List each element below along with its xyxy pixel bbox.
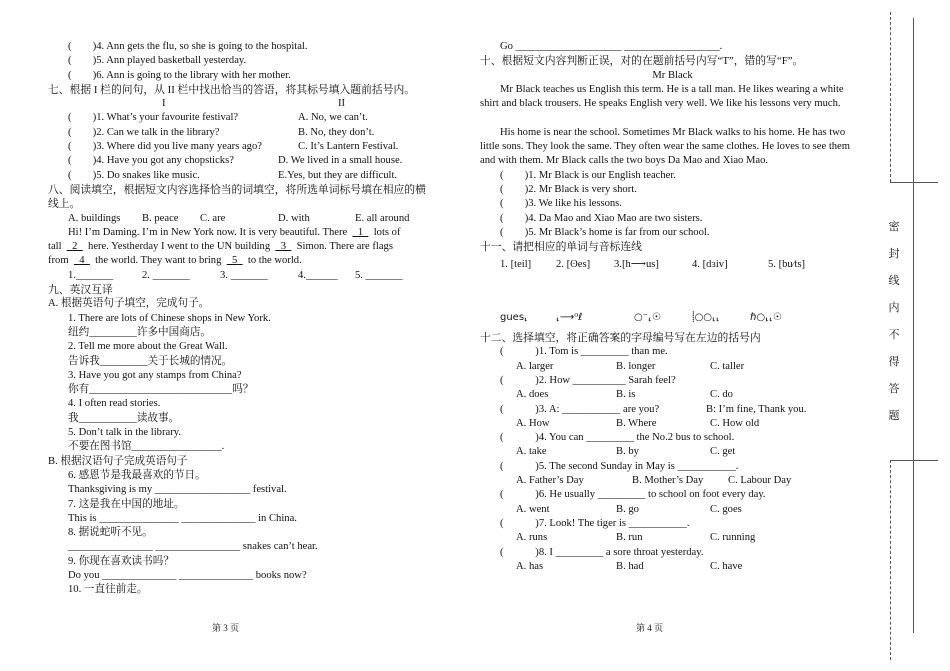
translation-en: 2. Tell me more about the Great Wall. bbox=[68, 341, 228, 353]
q7-item: ( )5. Ann played basketball yesterday. bbox=[68, 55, 247, 67]
seal-char: 封 bbox=[888, 247, 900, 260]
q7-item: ( )6. Ann is going to the library with her mother. bbox=[68, 69, 291, 81]
word-item: ⸽○○⸤⸤ bbox=[692, 311, 720, 323]
mc-options bbox=[480, 388, 865, 402]
mc-options bbox=[480, 445, 865, 459]
translation-cn: 告诉我_________关于长城的情况。 bbox=[68, 355, 233, 367]
cloze-blank bbox=[74, 255, 90, 266]
mc-option: C. running bbox=[710, 532, 756, 544]
match-question: ( )3. Where did you live many years ago? bbox=[68, 141, 262, 153]
cloze-blank bbox=[227, 255, 243, 266]
mc-option: A. does bbox=[516, 389, 549, 401]
mc-option: B. by bbox=[616, 446, 639, 458]
mc-option: B. is bbox=[616, 389, 636, 401]
blank-number: 2 bbox=[72, 241, 78, 253]
mc-option: B. Mother’s Day bbox=[632, 475, 704, 487]
option: B. peace bbox=[142, 212, 179, 224]
translation-en: 3. Have you got any stamps from China? bbox=[68, 369, 242, 381]
section-9-title: 九、英汉互译 bbox=[48, 284, 113, 297]
cloze-text: from bbox=[48, 255, 69, 267]
cloze-line bbox=[48, 240, 428, 254]
mc-option: B. run bbox=[616, 532, 643, 544]
mc-option: A. Father’s Day bbox=[516, 475, 584, 487]
translation-en: ________________ ________________ snakes can’t hear. bbox=[68, 541, 318, 553]
mc-option: C. goes bbox=[710, 503, 742, 515]
tf-item: ( )5. Mr Black’s home is far from our school. bbox=[500, 226, 710, 238]
binding-margin bbox=[878, 0, 950, 671]
binding-dashed-line bbox=[890, 460, 891, 660]
word-item: ○⁻⸤☉ bbox=[634, 311, 661, 323]
mc-option: B. Where bbox=[616, 417, 657, 429]
cloze-blank bbox=[353, 227, 369, 238]
match-question: ( )2. Can we talk in the library? bbox=[68, 126, 220, 138]
seal-char: 题 bbox=[888, 409, 900, 422]
column-I-header: I bbox=[162, 98, 166, 110]
translation-en: 1. There are lots of Chinese shops in New York. bbox=[68, 312, 271, 324]
mc-question: ( )4. You can _________ the No.2 bus to school. bbox=[500, 432, 735, 444]
option: C. are bbox=[200, 212, 226, 224]
answer-blank: 5. _______ bbox=[355, 269, 403, 281]
match-row bbox=[48, 140, 428, 154]
translation-en: Do you ______________ ______________ books now? bbox=[68, 569, 307, 581]
match-question: ( )5. Do snakes like music. bbox=[68, 169, 200, 181]
cloze-line bbox=[48, 254, 428, 268]
translation-cn: 7. 这是我在中国的地址。 bbox=[68, 498, 185, 510]
mc-option: B. had bbox=[616, 560, 644, 572]
match-question: ( )1. What’s your favourite festival? bbox=[68, 112, 239, 124]
mc-question bbox=[480, 403, 865, 417]
translation-cn: 纽约_________许多中国商店。 bbox=[68, 326, 212, 338]
mc-option: A. went bbox=[516, 503, 550, 515]
page-number-right: 第 4 页 bbox=[636, 623, 664, 633]
mc-option: B. go bbox=[616, 503, 639, 515]
cloze-line bbox=[48, 226, 428, 240]
tf-item: ( )3. We like his lessons. bbox=[500, 198, 622, 210]
left-page bbox=[48, 40, 428, 598]
ipa-item: 4. [dɜiv] bbox=[692, 259, 728, 271]
column-II-header: II bbox=[338, 98, 346, 110]
word-item: ℏ○⸤⸤☉ bbox=[750, 311, 782, 323]
ipa-item: 5. [bu∕ts] bbox=[768, 259, 806, 271]
translation-cn: 9. 你现在喜欢读书吗？ bbox=[68, 555, 174, 567]
mc-option: A. larger bbox=[516, 360, 554, 372]
cloze-text: here. Yestherday I went to the UN building bbox=[88, 241, 271, 253]
cloze-text: tall bbox=[48, 241, 62, 253]
match-answer: D. We lived in a small house. bbox=[278, 155, 403, 167]
match-answer: B. No, they don’t. bbox=[298, 126, 375, 138]
answer-blank: 4.______ bbox=[298, 269, 338, 281]
translation-cn: 8. 据说蛇听不见。 bbox=[68, 527, 153, 539]
cloze-text: lots of bbox=[373, 226, 401, 238]
mc-question: ( )1. Tom is _________ than me. bbox=[500, 346, 668, 358]
mc-option: C. Labour Day bbox=[728, 475, 792, 487]
cloze-text: to the world. bbox=[247, 255, 302, 267]
answer-blank: 1._______ bbox=[68, 269, 114, 281]
binding-solid-line bbox=[913, 18, 914, 633]
answer-blank: 2. _______ bbox=[142, 269, 190, 281]
mc-option: C. have bbox=[710, 560, 743, 572]
match-answer: E.Yes, but they are difficult. bbox=[278, 169, 398, 181]
mc-option: A. How bbox=[516, 417, 550, 429]
blank-number: 5 bbox=[232, 255, 238, 267]
mc-options bbox=[480, 417, 865, 431]
story-paragraph: Mr Black teaches us English this term. He is a tall man. He likes wearing a white shirt and black trousers. He speaks English very well. We like his lessons very much. bbox=[480, 83, 844, 110]
seal-char: 得 bbox=[888, 355, 900, 368]
word-row bbox=[480, 311, 865, 325]
translation-en: 4. I often read stories. bbox=[68, 398, 161, 410]
translation-cn: 我___________读故事。 bbox=[68, 412, 180, 424]
mc-options bbox=[480, 360, 865, 374]
tf-item: ( )2. Mr Black is very short. bbox=[500, 183, 637, 195]
translation-cn: 6. 感恩节是我最喜欢的节日。 bbox=[68, 469, 206, 481]
option: E. all around bbox=[355, 212, 410, 224]
translation-cn: 10. 一直往前走。 bbox=[68, 584, 148, 596]
match-answer: A. No, we can’t. bbox=[298, 112, 368, 124]
match-question: ( )4. Have you got any chopsticks? bbox=[68, 155, 234, 167]
blank-number: 1 bbox=[357, 226, 364, 238]
section-9a-title: A. 根据英语句子填空，完成句子。 bbox=[48, 298, 210, 310]
binding-dashed-line bbox=[890, 12, 891, 182]
mc-options bbox=[480, 560, 865, 574]
seal-char: 答 bbox=[888, 382, 900, 395]
story-paragraph: His home is near the school. Sometimes Mr Black walks to his home. He has two little sons. They look the same. They often wear the same clothes. He loves to see them and with them. Mr Black calls the two boys Da Mao and Xiao Mao. bbox=[480, 126, 850, 167]
match-row bbox=[48, 111, 428, 125]
section-10-title: 十、根据短文内容判断正误，对的在题前括号内写“T”，错的写“F”。 bbox=[480, 55, 804, 68]
section-7-title: 七、根据 I 栏的问句，从 II 栏中找出恰当的答语，将其标号填入题前括号内。 bbox=[48, 83, 416, 96]
mc-option: A. runs bbox=[516, 532, 548, 544]
word-item: gues⸤ bbox=[500, 311, 528, 323]
seal-char: 线 bbox=[888, 274, 900, 287]
mc-option: B. longer bbox=[616, 360, 656, 372]
option: D. with bbox=[278, 212, 310, 224]
section-9b-title: B. 根据汉语句子完成英语句子 bbox=[48, 455, 188, 467]
translation-cn: 你有___________________________吗？ bbox=[68, 384, 254, 396]
mc-option: A. has bbox=[516, 560, 544, 572]
go-line: Go ____________________ __________________. bbox=[500, 41, 723, 52]
match-answer: C. It’s Lantern Festival. bbox=[298, 141, 399, 153]
cloze-blank bbox=[275, 241, 291, 252]
translation-cn: 不要在图书馆_________________. bbox=[68, 441, 225, 453]
section-11-title: 十一、请把相应的单词与音标连线 bbox=[480, 241, 642, 254]
translation-en: This is _______________ ______________ in China. bbox=[68, 512, 297, 524]
cloze-text: Hi! I’m Daming. I’m in New York now. It is very beautiful. There bbox=[68, 226, 348, 238]
translation-en: 5. Don’t talk in the library. bbox=[68, 427, 181, 439]
mc-question: ( )7. Look! The tiger is ___________. bbox=[500, 517, 690, 529]
column-headers bbox=[48, 97, 428, 111]
seal-char: 内 bbox=[888, 301, 900, 314]
translation-en: Thanksgiving is my __________________ festival. bbox=[68, 484, 287, 496]
section-8-options bbox=[48, 212, 428, 226]
ipa-row bbox=[480, 258, 865, 272]
section-12-title: 十二、选择填空，将正确答案的字母编号写在左边的括号内 bbox=[480, 332, 761, 345]
section-8-title: 八、阅读填空，根据短文内容选择恰当的词填空，将所选单词标号填在相应的横线上。 bbox=[48, 183, 426, 211]
binding-bar bbox=[890, 460, 938, 461]
mc-question: ( )8. I _________ a sore throat yesterday. bbox=[500, 546, 704, 558]
q7-item: ( )4. Ann gets the flu, so she is going to the hospital. bbox=[68, 41, 308, 52]
mc-question: ( )6. He usually _________ to school on foot every day. bbox=[500, 489, 766, 501]
mc-option: C. do bbox=[710, 389, 733, 401]
section-8-answers bbox=[48, 269, 428, 283]
mc-question: ( )5. The second Sunday in May is ___________. bbox=[500, 460, 739, 472]
mc-option: A. take bbox=[516, 446, 547, 458]
mc-option: C. taller bbox=[710, 360, 745, 372]
page-number-left: 第 3 页 bbox=[212, 623, 240, 633]
answer-blank: 3. _______ bbox=[220, 269, 268, 281]
cloze-blank bbox=[67, 241, 83, 252]
spacer bbox=[480, 273, 865, 311]
mc-options bbox=[480, 503, 865, 517]
ipa-item: 2. [ʘes] bbox=[556, 259, 591, 271]
mc-option: C. How old bbox=[710, 417, 760, 429]
story-title: Mr Black bbox=[652, 69, 693, 81]
mc-options bbox=[480, 531, 865, 545]
seal-char: 不 bbox=[888, 328, 900, 341]
mc-option: C. get bbox=[710, 446, 736, 458]
cloze-text: Simon. There are flags bbox=[296, 241, 393, 253]
option: A. buildings bbox=[68, 212, 121, 224]
mc-question-text: ( )3. A: ___________ are you? bbox=[500, 403, 660, 415]
word-item: ⸤⟶ᵅℓ bbox=[556, 311, 583, 323]
mc-question-dialogue: B: I’m fine, Thank you. bbox=[706, 403, 807, 415]
seal-char: 密 bbox=[888, 220, 900, 233]
match-row bbox=[48, 154, 428, 168]
ipa-item: 3.[h⟶us] bbox=[614, 259, 659, 271]
blank-number: 3 bbox=[280, 241, 287, 253]
binding-bar bbox=[890, 182, 938, 183]
match-row bbox=[48, 169, 428, 183]
blank-number: 4 bbox=[79, 255, 85, 267]
ipa-item: 1. [teil] bbox=[500, 259, 532, 271]
tf-item: ( )4. Da Mao and Xiao Mao are two sisters. bbox=[500, 212, 703, 224]
tf-item: ( )1. Mr Black is our English teacher. bbox=[500, 169, 676, 181]
match-row bbox=[48, 126, 428, 140]
mc-options bbox=[480, 474, 865, 488]
right-page bbox=[480, 40, 865, 574]
mc-question: ( )2. How __________ Sarah feel? bbox=[500, 374, 676, 386]
cloze-text: the world. They want to bring bbox=[95, 255, 222, 267]
